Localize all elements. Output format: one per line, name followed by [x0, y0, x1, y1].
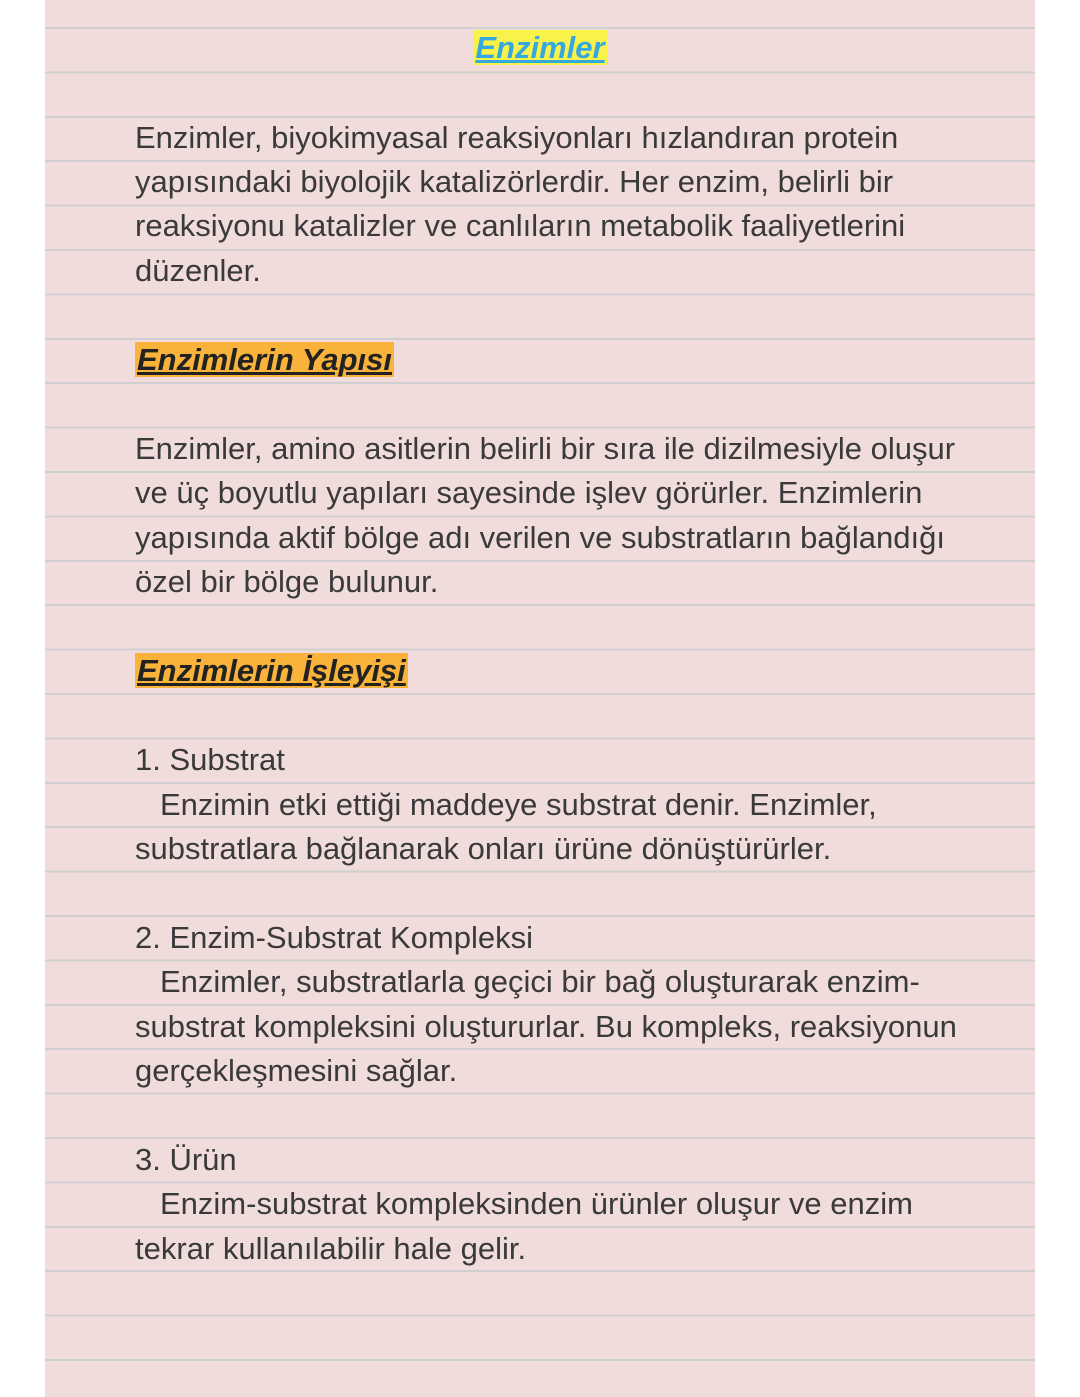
section-heading-structure [135, 338, 394, 382]
structure-line: özel bir bölge bulunur. [135, 564, 439, 599]
section-heading-structure-text: Enzimlerin Yapısı [137, 342, 392, 377]
intro-line: düzenler. [135, 253, 261, 288]
structure-line: ve üç boyutlu yapıları sayesinde işlev görürler. Enzimlerin [135, 475, 923, 510]
list-item-line: Enzim-substrat kompleksinden ürünler oluşur ve enzim [160, 1186, 913, 1221]
list-item-line: substrat kompleksini oluştururlar. Bu kompleks, reaksiyonun [135, 1009, 957, 1044]
list-item-line: Enzimler, substratlarla geçici bir bağ oluşturarak enzim- [160, 964, 920, 999]
list-item-line: tekrar kullanılabilir hale gelir. [135, 1231, 527, 1266]
intro-line: reaksiyonu katalizler ve canlıların metabolik faaliyetlerini [135, 208, 906, 243]
list-item-label: 3. Ürün [135, 1142, 237, 1177]
section-heading-function-text: Enzimlerin İşleyişi [137, 653, 406, 688]
structure-line: yapısında aktif bölge adı verilen ve substratların bağlandığı [135, 520, 945, 555]
list-item-label: 2. Enzim-Substrat Kompleksi [135, 920, 533, 955]
intro-line: yapısındaki biyolojik katalizörlerdir. Her enzim, belirli bir [135, 164, 894, 199]
section-heading-function [135, 649, 408, 693]
list-item-label: 1. Substrat [135, 742, 285, 777]
list-item-line: substratlara bağlanarak onları ürüne dönüştürürler. [135, 831, 832, 866]
structure-line: Enzimler, amino asitlerin belirli bir sıra ile dizilmesiyle oluşur [135, 431, 956, 466]
page-title-text: Enzimler [475, 30, 605, 65]
list-item-line: gerçekleşmesini sağlar. [135, 1053, 458, 1088]
notebook-page [45, 0, 1035, 1397]
intro-line: Enzimler, biyokimyasal reaksiyonları hızlandıran protein [135, 120, 899, 155]
list-item-line: Enzimin etki ettiği maddeye substrat denir. Enzimler, [160, 787, 877, 822]
page-title [45, 26, 1035, 70]
